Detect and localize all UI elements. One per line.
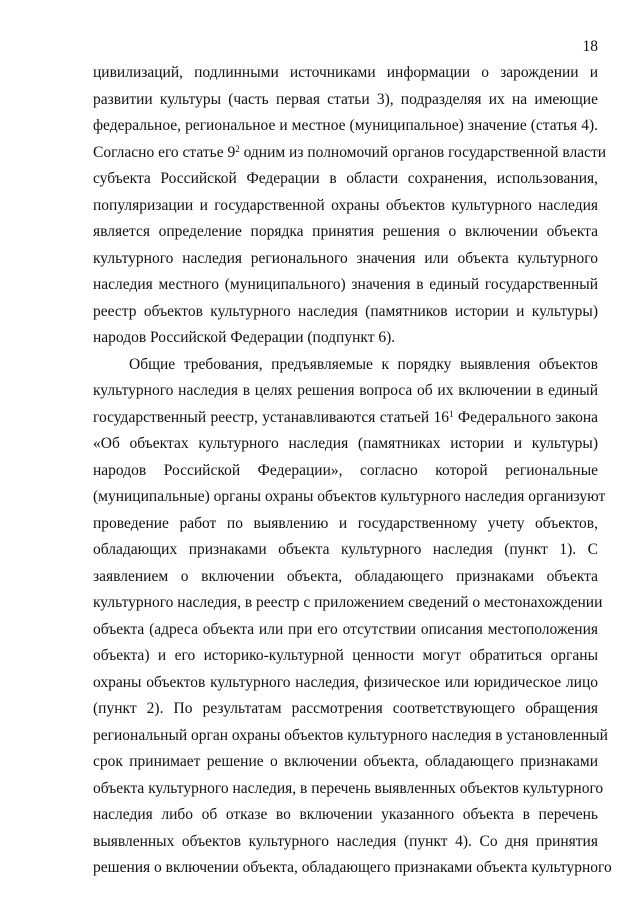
text-line: федеральное, региональное и местное (муниципальное) значение (статья 4). (93, 117, 598, 134)
text-line: популяризации и государственной охраны объектов культурного наследия (93, 196, 598, 214)
text-line: наследия местного (муниципального) значения в единый государственный (93, 276, 598, 293)
text-line: охраны объектов культурного наследия, физическое или юридическое лицо (93, 673, 598, 691)
superscript: 2 (235, 143, 240, 154)
paragraph-2 (93, 352, 612, 882)
text-line: объекта (адреса объекта или при его отсутствии описания местоположения (93, 620, 598, 638)
text-line: региональный орган охраны объектов культурного наследия в установленный (93, 726, 608, 744)
text-line: заявлением о включении объекта, обладающего признаками объекта (93, 567, 598, 585)
text-line: культурного наследия регионального значения или объекта культурного (93, 249, 598, 267)
text-line: обладающих признаками объекта культурного наследия (пункт 1). С (93, 541, 598, 558)
text-line: срок принимает решение о включении объекта, обладающего признаками (93, 753, 598, 770)
paragraph-1 (93, 60, 607, 352)
text-line: (муниципальные) органы охраны объектов культурного наследия организуют (93, 488, 606, 505)
text-line: культурного наследия, в реестр с приложением сведений о местонахождении (93, 594, 603, 611)
text-line: субъекта Российской Федерации в области сохранения, использования, (93, 170, 598, 187)
text-line: развитии культуры (часть первая статьи 3), подразделяя их на имеющие (93, 90, 598, 108)
text-line: народов Российской Федерации», согласно которой региональные (93, 461, 598, 479)
text-run: одним из полномочий органов государственной власти (239, 143, 607, 161)
superscript: 1 (449, 408, 454, 419)
page-number: 18 (582, 38, 598, 55)
document-body (93, 60, 612, 882)
text-line: (пункт 2). По результатам рассмотрения соответствующего обращения (93, 700, 598, 717)
text-line (93, 140, 607, 167)
text-line (93, 405, 598, 432)
text-line: культурного наследия в целях решения вопроса об их включении в единый (93, 382, 598, 399)
text-run: Федерального закона (453, 408, 599, 426)
text-line: наследия либо об отказе во включении указанного объекта в перечень (93, 806, 598, 823)
text-line: цивилизаций, подлинными источниками информации о зарождении и (93, 64, 598, 81)
text-line: реестр объектов культурного наследия (памятников истории и культуры) (93, 302, 598, 320)
text-line: народов Российской Федерации (подпункт 6). (93, 329, 396, 346)
text-line: объекта культурного наследия, в перечень выявленных объектов культурного (93, 779, 604, 797)
text-line: является определение порядка принятия решения о включении объекта (93, 223, 598, 240)
text-line: Общие требования, предъявляемые к порядку выявления объектов (129, 355, 598, 373)
text-run: Согласно его статье 9 (93, 143, 236, 161)
text-line: проведение работ по выявлению и государственному учету объектов, (93, 514, 598, 532)
text-line: «Об объектах культурного наследия (памятниках истории и культуры) (93, 435, 598, 452)
text-line: решения о включении объекта, обладающего признаками объекта культурного (93, 859, 612, 876)
text-run: государственный реестр, устанавливаются статьей 16 (93, 408, 450, 426)
text-line: объекта) и его историко-культурной ценности могут обратиться органы (93, 647, 598, 664)
text-line: выявленных объектов культурного наследия (пункт 4). Со дня принятия (93, 832, 598, 850)
